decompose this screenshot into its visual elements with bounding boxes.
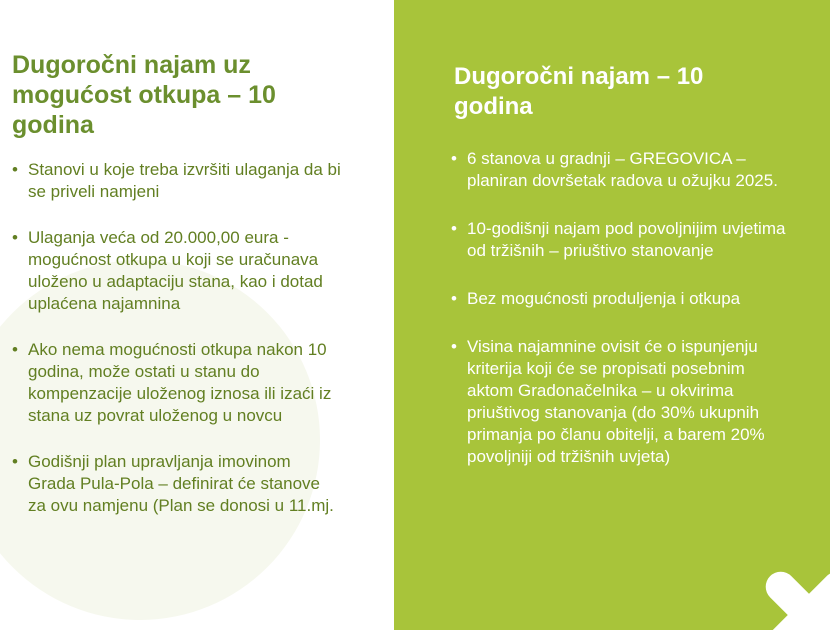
- left-bullet-item: • Ako nema mogućnosti otkupa nakon 10 godina, može ostati u stanu do kompenzacije uloženog iznosa ili izaći iz stana uz povrat uloženog u novcu: [12, 339, 342, 427]
- right-panel: [394, 0, 830, 630]
- right-bullet-list: [451, 148, 791, 468]
- left-title: Dugoročni najam uz mogućost otkupa – 10 godina: [12, 51, 276, 139]
- right-bullet-item: • Bez mogućnosti produljenja i otkupa: [451, 288, 791, 310]
- right-bullet-item: • 10-godišnji najam pod povoljnijim uvjetima od tržišnih – priuštivo stanovanje: [451, 218, 791, 262]
- right-title: Dugoročni najam – 10 godina: [454, 63, 704, 120]
- right-bullet-item: • Visina najamnine ovisit će o ispunjenju kriterija koji će se propisati posebnim aktom Gradonačelnika – u okvirima priuštivog stanovanja (do 30% ukupnih primanja po članu obitelji, a barem 20% povoljniji od tržišnih uvjeta): [451, 336, 791, 468]
- left-bullet-item: • Stanovi u koje treba izvršiti ulaganja da bi se priveli namjeni: [12, 159, 342, 203]
- left-panel: [0, 0, 394, 630]
- left-bullet-list: [12, 159, 342, 517]
- left-bullet-item: • Godišnji plan upravljanja imovinom Grada Pula-Pola – definirat će stanove za ovu namjenu (Plan se donosi u 11.mj.: [12, 451, 342, 517]
- right-bullet-item: • 6 stanova u gradnji – GREGOVICA – planiran dovršetak radova u ožujku 2025.: [451, 148, 791, 192]
- cross-decoration-icon: [764, 560, 830, 630]
- left-bullet-item: • Ulaganja veća od 20.000,00 eura -mogućnost otkupa u koji se uračunava uloženo u adaptaciju stana, kao i dotad uplaćena najamnina: [12, 227, 342, 315]
